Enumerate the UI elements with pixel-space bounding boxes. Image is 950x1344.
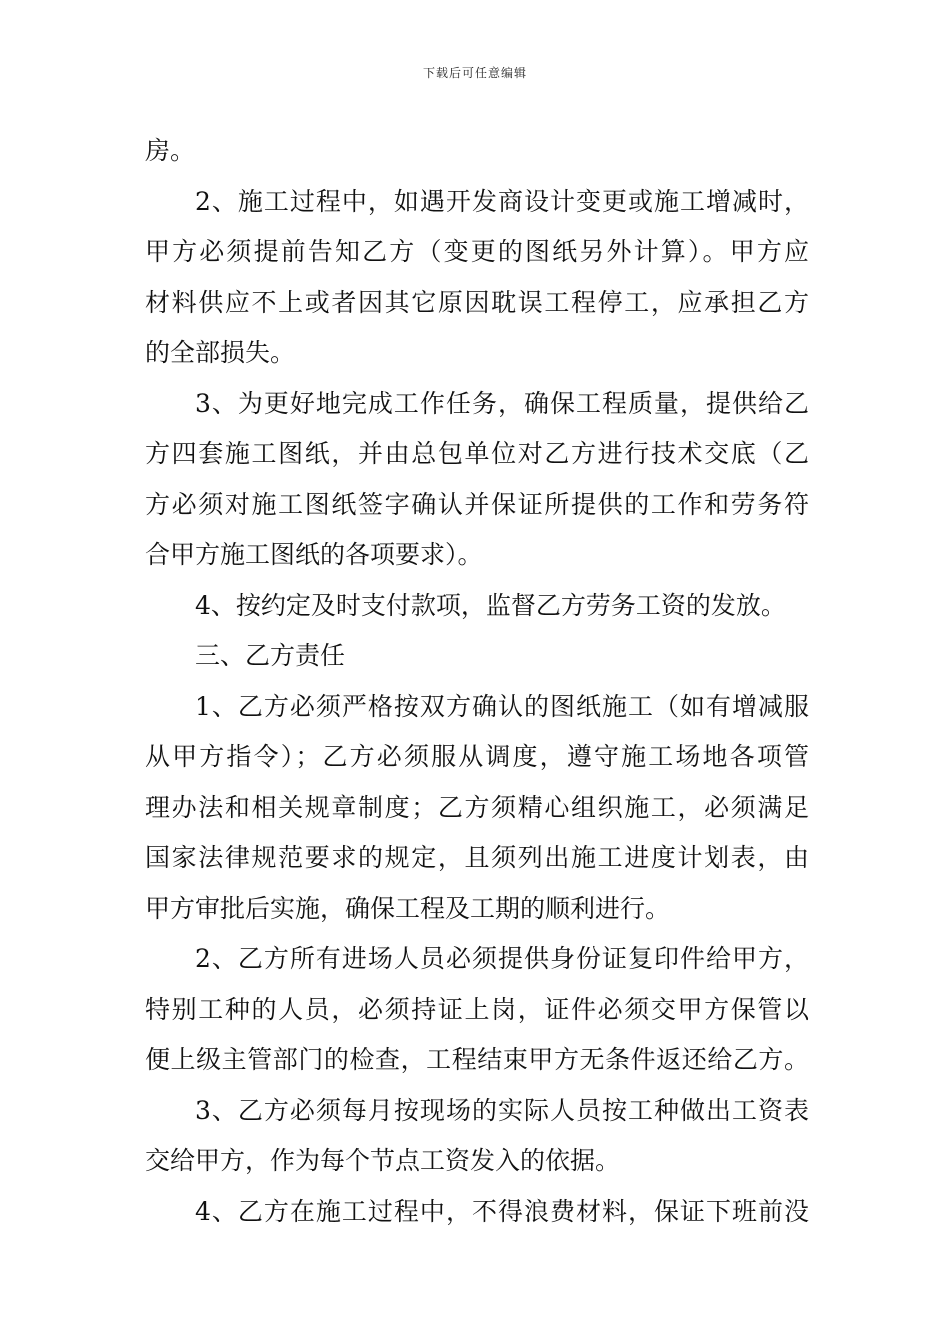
text-line: 便上级主管部门的检查，工程结束甲方无条件返还给乙方。	[145, 1045, 809, 1074]
text-line: 4、按约定及时支付款项，监督乙方劳务工资的发放。	[195, 590, 786, 620]
text-line: 甲方审批后实施，确保工程及工期的顺利进行。	[145, 893, 671, 923]
text-line: 从甲方指令）；乙方必须服从调度，遵守施工场地各项管	[145, 742, 809, 771]
text-line: 的全部损失。	[145, 338, 296, 367]
text-line: 理办法和相关规章制度；乙方须精心组织施工，必须满足	[145, 792, 809, 822]
text-line: 2、施工过程中，如遇开发商设计变更或施工增减时，	[195, 186, 809, 216]
section-heading: 三、乙方责任	[195, 641, 346, 670]
text-line: 房。	[145, 136, 196, 165]
text-line: 国家法律规范要求的规定，且须列出施工进度计划表，由	[145, 843, 809, 872]
text-line: 交给甲方，作为每个节点工资发入的依据。	[145, 1146, 621, 1175]
text-line: 方必须对施工图纸签字确认并保证所提供的工作和劳务符	[145, 489, 809, 519]
text-line: 1、乙方必须严格按双方确认的图纸施工（如有增减服	[195, 691, 809, 721]
text-line: 4、乙方在施工过程中，不得浪费材料，保证下班前没	[195, 1196, 809, 1226]
page-header: 下载后可任意编辑	[422, 66, 527, 80]
text-line: 甲方必须提前告知乙方（变更的图纸另外计算）。甲方应	[145, 237, 809, 266]
text-line: 2、乙方所有进场人员必须提供身份证复印件给甲方，	[195, 944, 809, 973]
document-body	[145, 126, 809, 1237]
text-line: 材料供应不上或者因其它原因耽误工程停工，应承担乙方	[145, 287, 809, 317]
text-line: 方四套施工图纸，并由总包单位对乙方进行技术交底（乙	[145, 439, 809, 468]
text-line: 3、乙方必须每月按现场的实际人员按工种做出工资表	[195, 1095, 809, 1125]
text-line: 特别工种的人员，必须持证上岗，证件必须交甲方保管以	[145, 994, 809, 1024]
text-line: 3、为更好地完成工作任务，确保工程质量，提供给乙	[195, 388, 809, 418]
text-line: 合甲方施工图纸的各项要求）。	[145, 540, 483, 569]
